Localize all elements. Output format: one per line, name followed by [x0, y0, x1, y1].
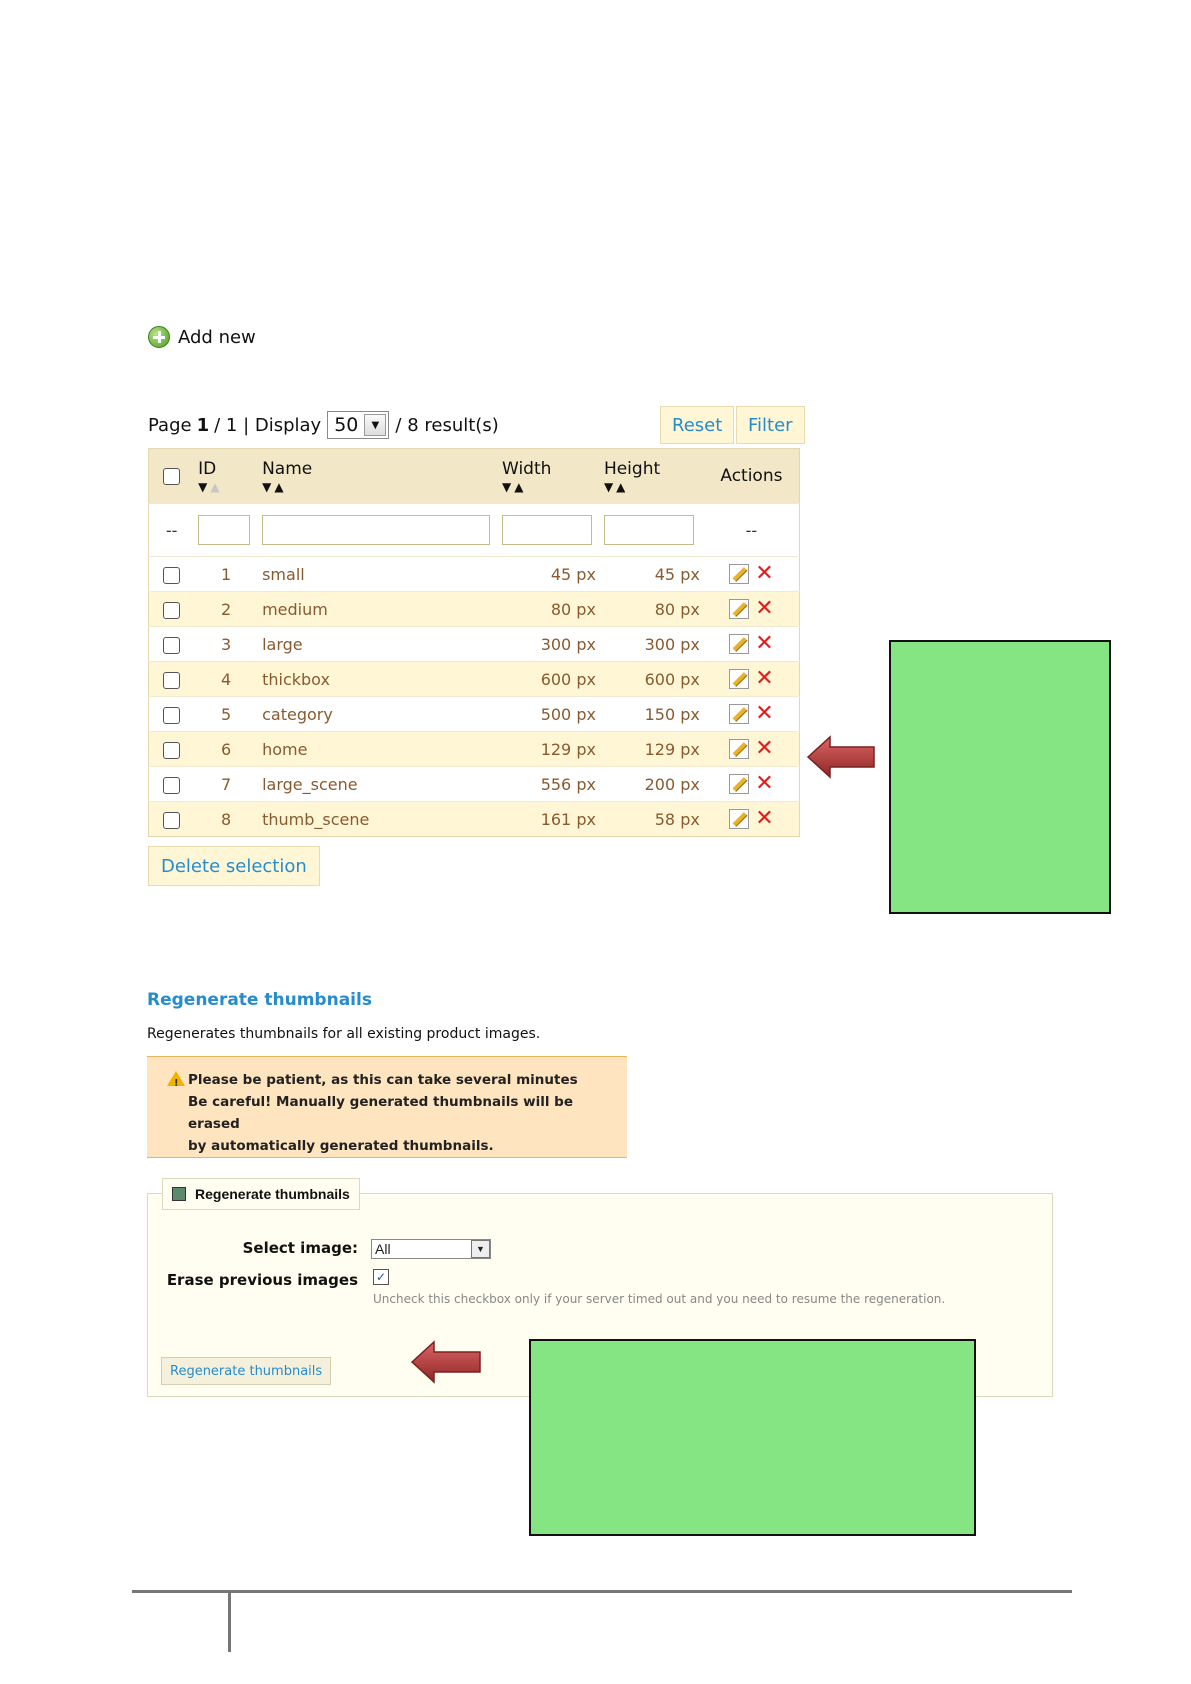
row-height: 150 px [600, 697, 704, 732]
regenerate-title: Regenerate thumbnails [147, 990, 372, 1010]
edit-icon[interactable] [729, 564, 749, 584]
row-checkbox[interactable] [163, 707, 180, 724]
erase-images-hint: Uncheck this checkbox only if your server timed out and you need to resume the regeneration. [373, 1292, 946, 1306]
row-height: 129 px [600, 732, 704, 767]
image-types-table [148, 448, 800, 837]
chevron-down-icon: ▼ [364, 414, 386, 436]
regenerate-thumbnails-button[interactable]: Regenerate thumbnails [161, 1357, 331, 1385]
add-new-link[interactable] [148, 326, 256, 348]
edit-icon[interactable] [729, 599, 749, 619]
filter-id-input[interactable] [198, 515, 250, 545]
edit-icon[interactable] [729, 809, 749, 829]
row-width: 129 px [498, 732, 600, 767]
filter-height-cell [600, 504, 704, 557]
width-header-label: Width [502, 459, 552, 479]
row-checkbox[interactable] [163, 602, 180, 619]
fieldset-legend [162, 1178, 360, 1210]
edit-icon[interactable] [729, 704, 749, 724]
table-row [149, 802, 800, 837]
table-row [149, 732, 800, 767]
sort-arrows-icon[interactable]: ▼▲ [502, 480, 527, 494]
filter-name-input[interactable] [262, 515, 490, 545]
select-image-label: Select image: [242, 1239, 358, 1257]
row-id: 4 [194, 662, 258, 697]
row-width: 161 px [498, 802, 600, 837]
filter-id-cell [194, 504, 258, 557]
pagination-bar [148, 406, 800, 444]
table-row [149, 697, 800, 732]
chevron-down-icon: ▼ [471, 1240, 490, 1258]
row-checkbox[interactable] [163, 637, 180, 654]
row-checkbox[interactable] [163, 812, 180, 829]
select-image-value: All [375, 1241, 391, 1257]
row-id: 2 [194, 592, 258, 627]
filter-placeholder-left: -- [149, 504, 195, 557]
delete-icon[interactable]: ✕ [755, 631, 774, 657]
name-header [258, 449, 498, 504]
sort-arrows-icon[interactable]: ▼▲ [262, 480, 287, 494]
table-row [149, 662, 800, 697]
delete-selection-button[interactable]: Delete selection [148, 846, 320, 886]
table-row [149, 557, 800, 592]
row-id: 6 [194, 732, 258, 767]
row-width: 500 px [498, 697, 600, 732]
sort-arrows-icon[interactable]: ▼▲ [198, 480, 223, 494]
filter-width-cell [498, 504, 600, 557]
add-new-label: Add new [178, 326, 256, 348]
erase-images-label: Erase previous images [166, 1271, 358, 1289]
warning-line-3: by automatically generated thumbnails. [188, 1138, 494, 1154]
filter-row [149, 504, 800, 557]
left-arrow-icon [806, 735, 876, 779]
table-row [149, 592, 800, 627]
edit-icon[interactable] [729, 634, 749, 654]
total-pages: / 1 | Display [214, 414, 322, 436]
name-header-label: Name [262, 459, 313, 479]
annotation-box [889, 640, 1111, 914]
delete-icon[interactable]: ✕ [755, 806, 774, 832]
edit-icon[interactable] [729, 739, 749, 759]
footer-divider [228, 1592, 231, 1652]
filter-width-input[interactable] [502, 515, 592, 545]
delete-icon[interactable]: ✕ [755, 771, 774, 797]
sort-arrows-icon[interactable]: ▼▲ [603, 480, 629, 494]
annotation-box [529, 1339, 976, 1536]
row-id: 8 [194, 802, 258, 837]
filter-height-input[interactable] [604, 515, 694, 545]
row-name: medium [258, 592, 498, 627]
filter-placeholder-right: -- [704, 504, 800, 557]
height-header [600, 449, 704, 504]
table-row [149, 627, 800, 662]
delete-icon[interactable]: ✕ [755, 736, 774, 762]
row-width: 300 px [498, 627, 600, 662]
row-name: category [258, 697, 498, 732]
row-id: 7 [194, 767, 258, 802]
actions-header: Actions [704, 449, 800, 504]
warning-box [147, 1056, 627, 1158]
plus-circle-icon [148, 326, 170, 348]
row-name: thickbox [258, 662, 498, 697]
row-id: 3 [194, 627, 258, 662]
select-image-dropdown[interactable] [371, 1239, 491, 1259]
row-width: 600 px [498, 662, 600, 697]
row-height: 58 px [600, 802, 704, 837]
warning-icon [167, 1071, 185, 1086]
row-width: 556 px [498, 767, 600, 802]
delete-icon[interactable]: ✕ [755, 701, 774, 727]
reset-button[interactable]: Reset [660, 406, 734, 444]
id-header-label: ID [198, 459, 217, 479]
table-row [149, 767, 800, 802]
delete-icon[interactable]: ✕ [755, 561, 774, 587]
row-height: 300 px [600, 627, 704, 662]
warning-line-2: Be careful! Manually generated thumbnails will be erased [188, 1094, 573, 1132]
row-name: home [258, 732, 498, 767]
display-count-value: 50 [334, 414, 359, 436]
delete-icon[interactable]: ✕ [755, 596, 774, 622]
select-all-cell [149, 449, 195, 504]
edit-icon[interactable] [729, 669, 749, 689]
id-header [194, 449, 258, 504]
row-width: 45 px [498, 557, 600, 592]
row-id: 5 [194, 697, 258, 732]
current-page: 1 [196, 414, 210, 436]
row-height: 200 px [600, 767, 704, 802]
height-header-label: Height [603, 459, 661, 479]
warning-line-1: Please be patient, as this can take several minutes [188, 1072, 578, 1088]
row-name: small [258, 557, 498, 592]
table-header-row [149, 449, 800, 504]
row-checkbox[interactable] [163, 777, 180, 794]
width-header [498, 449, 600, 504]
row-checkbox[interactable] [163, 672, 180, 689]
delete-icon[interactable]: ✕ [755, 666, 774, 692]
edit-icon[interactable] [729, 774, 749, 794]
row-checkbox[interactable] [163, 742, 180, 759]
filter-button[interactable]: Filter [736, 406, 805, 444]
display-count-select[interactable] [327, 411, 389, 439]
erase-images-checkbox[interactable]: ✓ [373, 1269, 389, 1285]
row-height: 600 px [600, 662, 704, 697]
row-name: thumb_scene [258, 802, 498, 837]
row-name: large_scene [258, 767, 498, 802]
row-height: 45 px [600, 557, 704, 592]
regenerate-description: Regenerates thumbnails for all existing product images. [147, 1026, 541, 1042]
footer-rule [132, 1590, 1072, 1593]
result-count: / 8 result(s) [395, 414, 499, 436]
row-checkbox[interactable] [163, 567, 180, 584]
image-icon [172, 1187, 186, 1201]
page-label: Page [148, 414, 192, 436]
left-arrow-icon [410, 1340, 482, 1384]
row-id: 1 [194, 557, 258, 592]
row-width: 80 px [498, 592, 600, 627]
filter-name-cell [258, 504, 498, 557]
select-all-checkbox[interactable] [163, 468, 180, 485]
legend-label: Regenerate thumbnails [195, 1186, 350, 1202]
row-height: 80 px [600, 592, 704, 627]
row-name: large [258, 627, 498, 662]
